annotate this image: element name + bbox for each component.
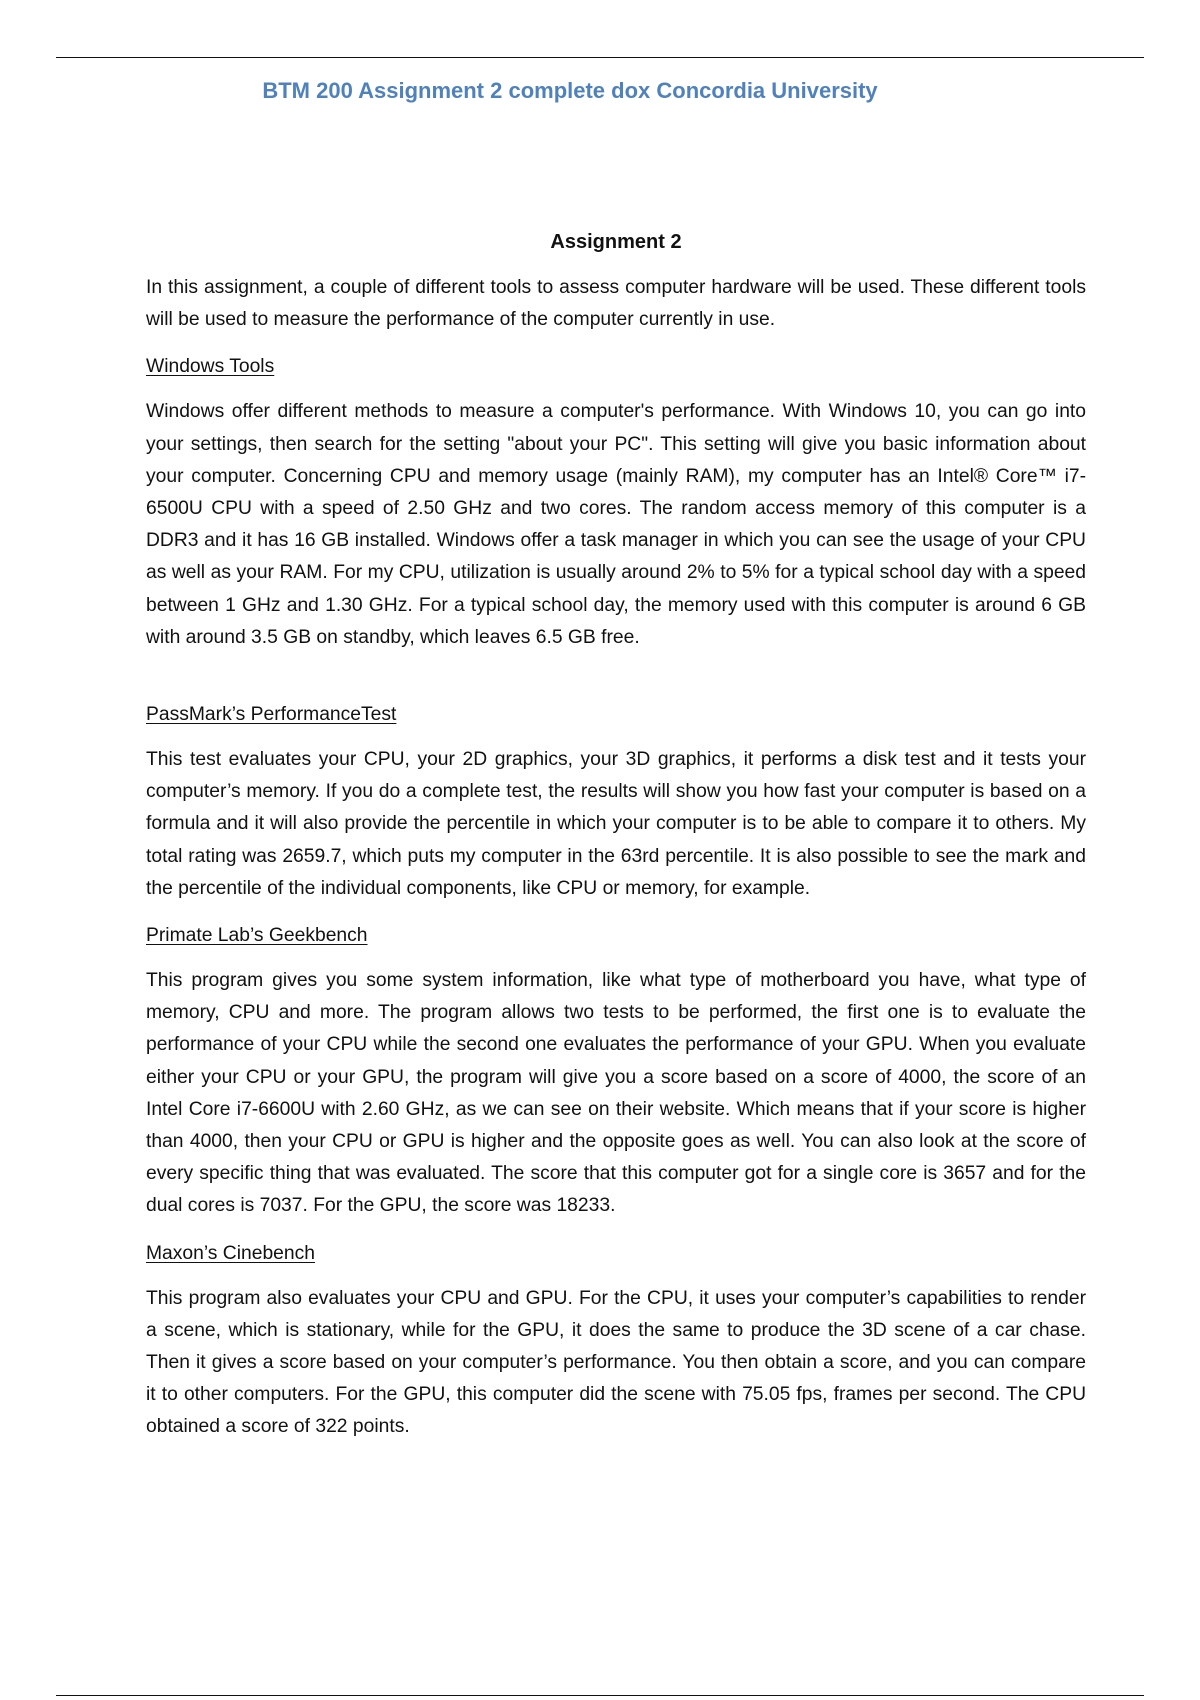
document-body <box>146 228 1086 1460</box>
header-divider <box>56 57 1144 58</box>
document-header <box>0 78 1200 104</box>
section-paragraph: This program also evaluates your CPU and GPU. For the CPU, it uses your computer’s capabilities to render a scene, which is stationary, while for the GPU, it does the same to produce the 3D scene of a car chase. Then it gives a score based on your computer’s performance. You then obtain a score, and you can compare it to other computers. For the GPU, this computer did the scene with 75.05 fps, frames per second. The CPU obtained a score of 322 points. <box>146 1287 1086 1438</box>
assignment-title: Assignment 2 <box>550 231 682 253</box>
section-geekbench <box>146 921 1086 1223</box>
section-heading: PassMark’s PerformanceTest <box>146 704 397 726</box>
section-cinebench <box>146 1239 1086 1444</box>
footer-divider <box>56 1695 1144 1696</box>
section-heading: Maxon’s Cinebench <box>146 1242 315 1264</box>
spacer <box>146 670 1086 700</box>
section-heading: Primate Lab’s Geekbench <box>146 925 368 947</box>
section-paragraph: Windows offer different methods to measure a computer's performance. With Windows 10, you can go into your settings, then search for the setting "about your PC". This setting will give you basic information about your computer. Concerning CPU and memory usage (mainly RAM), my computer has an Intel® Core™ i7-6500U CPU with a speed of 2.50 GHz and two cores. The random access memory of this computer is a DDR3 and it has 16 GB installed. Windows offer a task manager in which you can see the usage of your CPU as well as your RAM. For my CPU, utilization is usually around 2% to 5% for a typical school day with a speed between 1 GHz and 1.30 GHz. For a typical school day, the memory used with this computer is around 6 GB with around 3.5 GB on standby, which leaves 6.5 GB free. <box>146 401 1086 648</box>
section-heading: Windows Tools <box>146 356 275 378</box>
section-windows-tools <box>146 352 1086 654</box>
document-header-text: BTM 200 Assignment 2 complete dox Concordia University <box>262 78 878 103</box>
intro-paragraph: In this assignment, a couple of different tools to assess computer hardware will be used. These different tools will be used to measure the performance of the computer currently in use. <box>146 277 1086 331</box>
section-paragraph: This program gives you some system information, like what type of motherboard you have, what type of memory, CPU and more. The program allows two tests to be performed, the first one is to evaluate the performance of your CPU while the second one evaluates the performance of your GPU. When you evaluate either your CPU or your GPU, the program will give you a score based on a score of 4000, the score of an Intel Core i7-6600U with 2.60 GHz, as we can see on their website. Which means that if your score is higher than 4000, then your CPU or GPU is higher and the opposite goes as well. You can also look at the score of every specific thing that was evaluated. The score that this computer got for a single core is 3657 and for the dual cores is 7037. For the GPU, the score was 18233. <box>146 970 1086 1217</box>
section-paragraph: This test evaluates your CPU, your 2D graphics, your 3D graphics, it performs a disk test and it tests your computer’s memory. If you do a complete test, the results will show you how fast your computer is based on a formula and it will also provide the percentile in which your computer is to be able to compare it to others. My total rating was 2659.7, which puts my computer in the 63rd percentile. It is also possible to see the mark and the percentile of the individual components, like CPU or memory, for example. <box>146 749 1086 899</box>
section-passmark <box>146 700 1086 905</box>
